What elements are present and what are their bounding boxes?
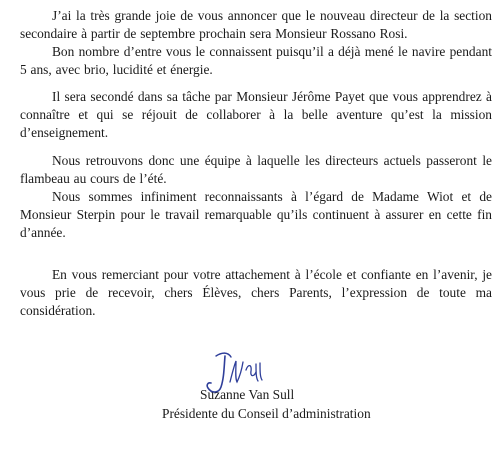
- paragraph-closing: En vous remerciant pour votre attachement à l’école et confiante en l’avenir, je vous prie de recevoir, chers Élèves, chers Parents, l’expression de toute ma considération.: [20, 267, 492, 318]
- signatory-name: Suzanne Van Sull: [200, 387, 295, 402]
- paragraph-experience: Bon nombre d’entre vous le connaissent puisqu’il a déjà mené le navire pendant 5 ans, avec brio, lucidité et énergie.: [20, 44, 492, 77]
- paragraph-group-closing: [20, 266, 492, 320]
- paragraph-group-announcement: [20, 7, 492, 79]
- paragraph-deputy: Il sera secondé dans sa tâche par Monsieur Jérôme Payet que vous apprendrez à connaître et qui se réjouit de collaborer à la belle aventure qu’est la mission d’enseignement.: [20, 89, 492, 140]
- paragraph-new-director: J’ai la très grande joie de vous annoncer que le nouveau directeur de la section secondaire à partir de septembre prochain sera Monsieur Rossano Rosi.: [20, 8, 492, 41]
- paragraph-gratitude: Nous sommes infiniment reconnaissants à l’égard de Madame Wiot et de Monsieur Sterpin pour le travail remarquable qu’ils continuent à assurer en cette fin d’année.: [20, 189, 492, 240]
- paragraph-group-deputy: [20, 88, 492, 142]
- signatory-title: Présidente du Conseil d’administration: [162, 406, 371, 421]
- paragraph-handover: Nous retrouvons donc une équipe à laquelle les directeurs actuels passeront le flambeau au cours de l’été.: [20, 153, 492, 186]
- paragraph-group-transition: [20, 152, 492, 242]
